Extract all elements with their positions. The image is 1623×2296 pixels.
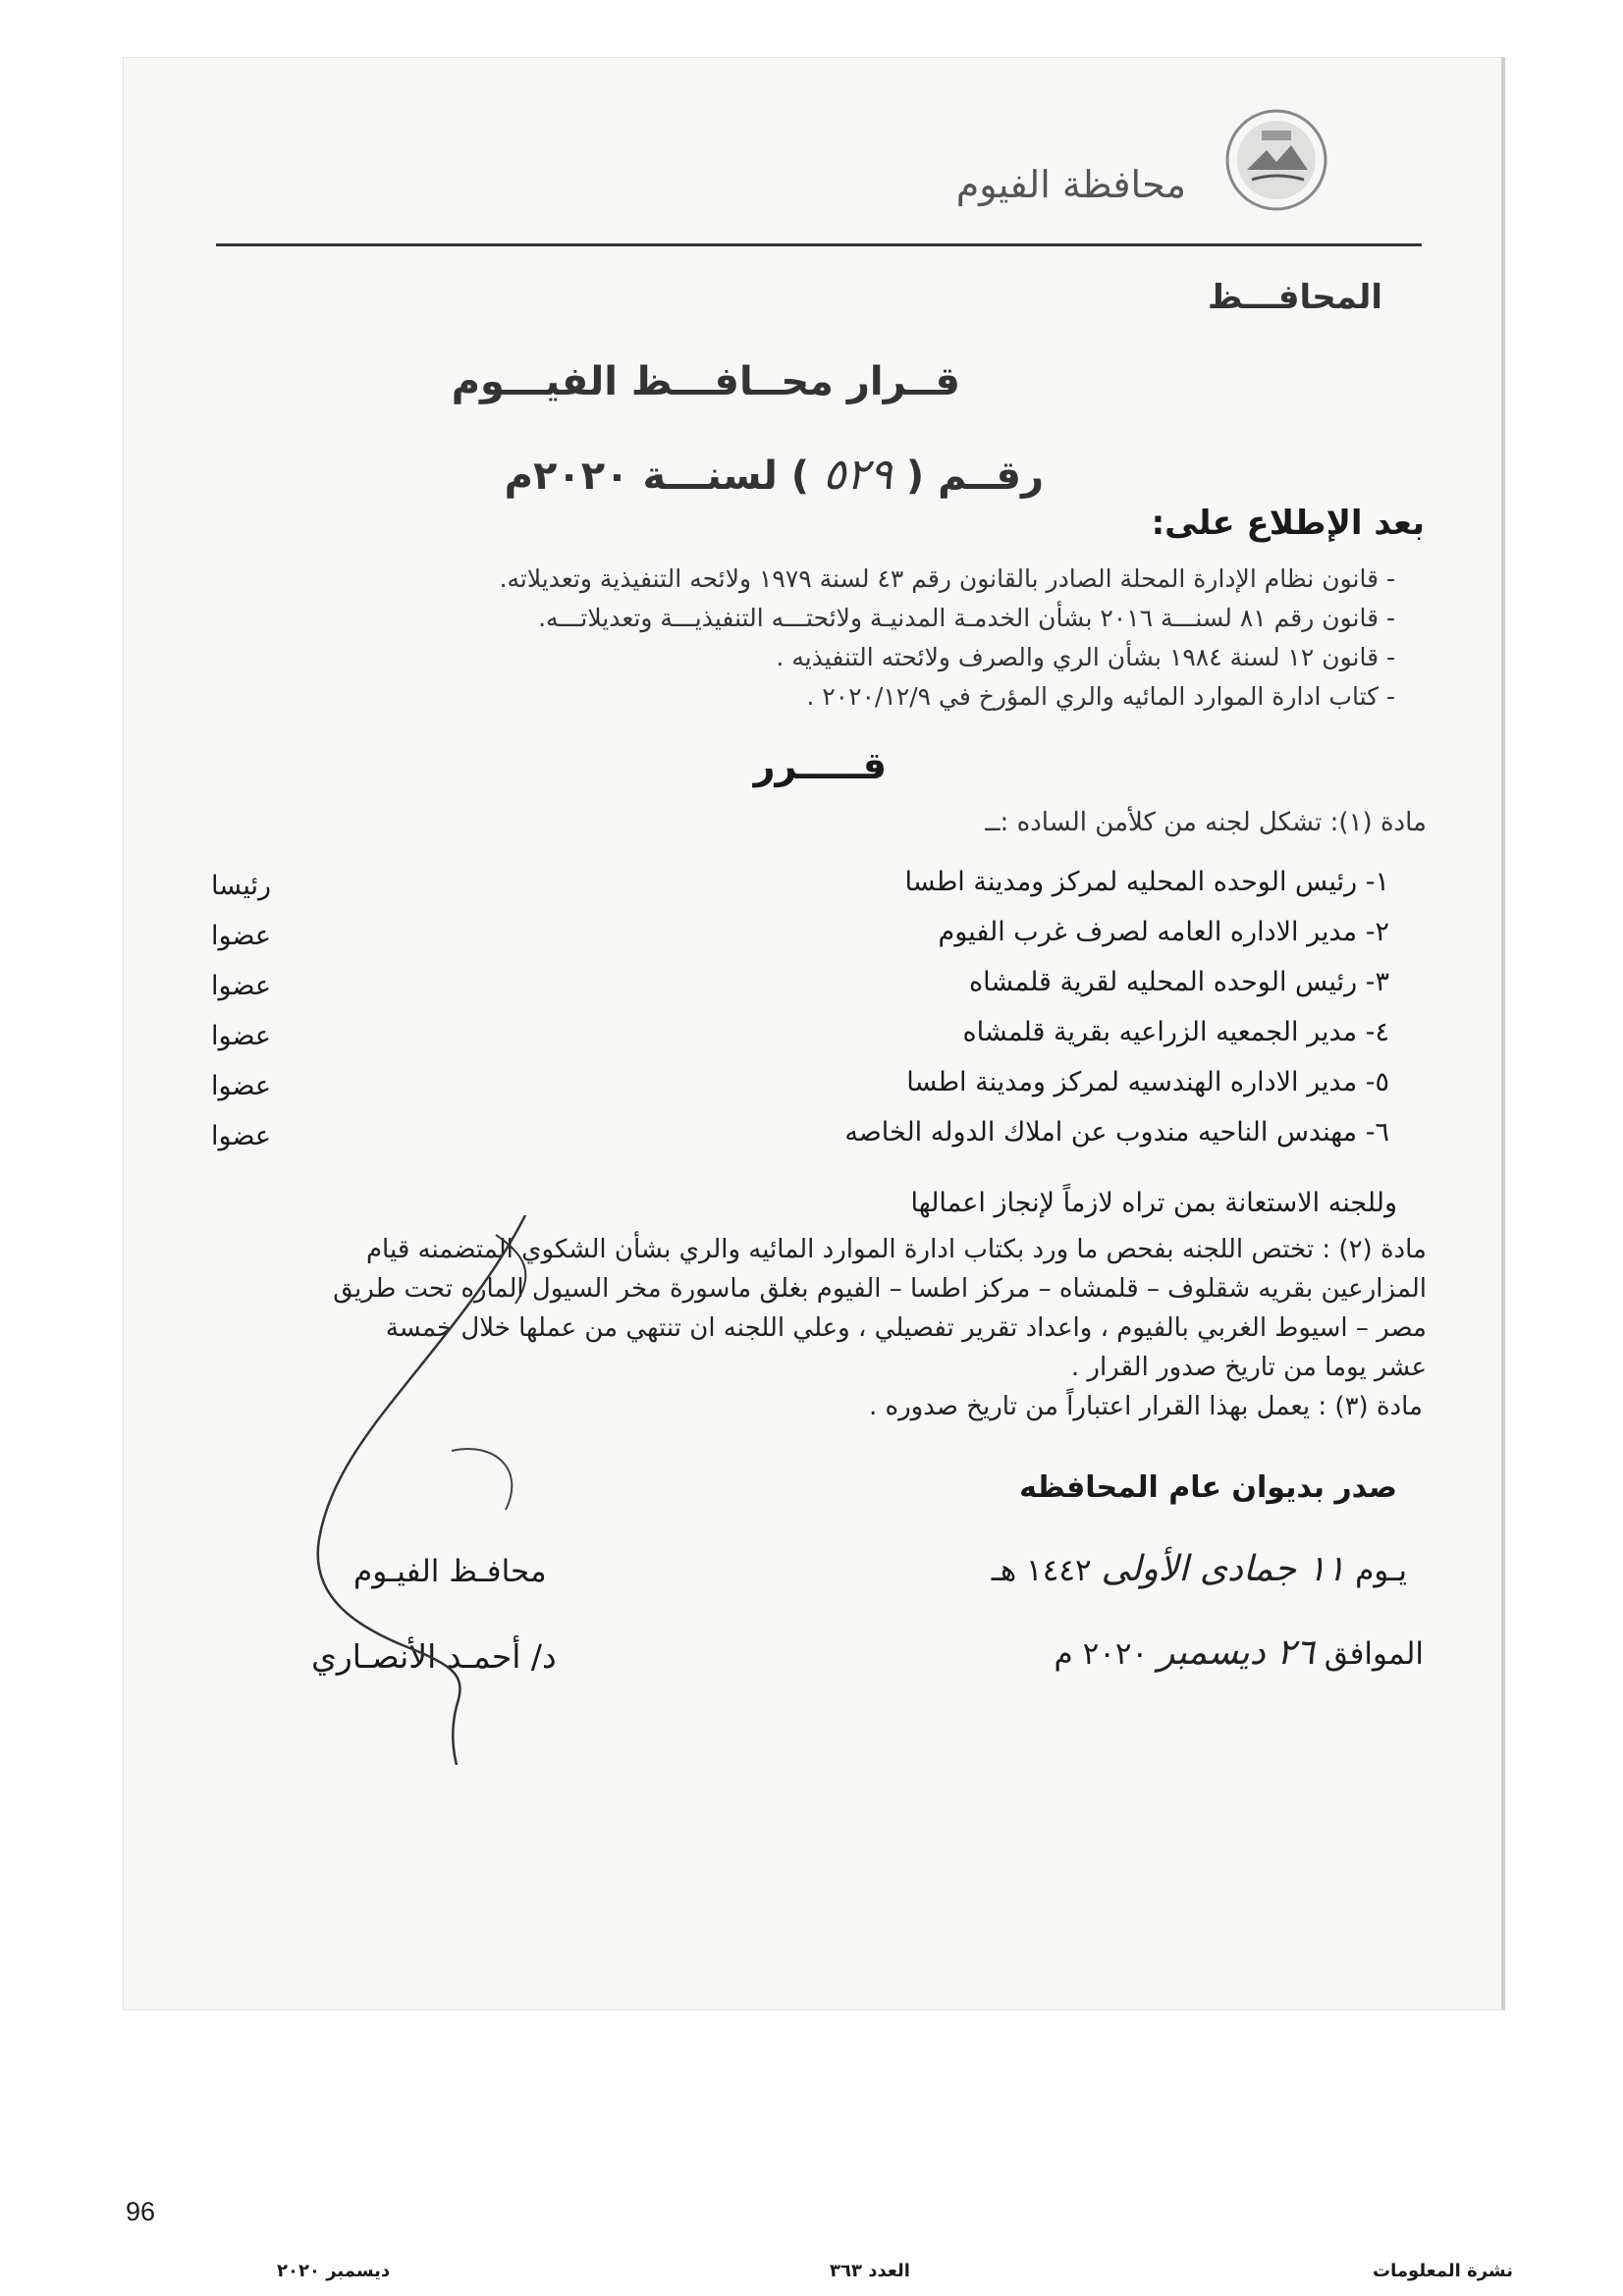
gregorian-date-year: ٢٠٢٠ م <box>1054 1636 1149 1672</box>
member-row <box>211 1067 1389 1117</box>
member-row <box>211 917 1389 967</box>
member-name: ٦- مهندس الناحيه مندوب عن املاك الدوله الخاصه <box>844 1117 1389 1148</box>
member-role: عضوا <box>211 1071 271 1101</box>
gregorian-date-handwritten: ٢٦ ديسمبر <box>1158 1632 1315 1673</box>
laws-list <box>413 560 1395 717</box>
governorate-name: محافظة الفيوم <box>955 163 1186 206</box>
governorate-emblem-icon <box>1217 101 1335 219</box>
decision-number-prefix: رقــم ( <box>905 454 1044 499</box>
article2-line: عشر يوما من تاريخ صدور القرار . <box>1070 1353 1427 1382</box>
member-role: عضوا <box>211 971 271 1001</box>
member-name: ٢- مدير الاداره العامه لصرف غرب الفيوم <box>938 917 1389 947</box>
hijri-date-prefix: يـوم <box>1355 1553 1407 1588</box>
footer-publication: نشرة المعلومات <box>1373 2261 1513 2281</box>
scan-edge <box>1501 57 1505 2010</box>
law-item: - قانون رقم ٨١ لسنـــة ٢٠١٦ بشأن الخدمـة المدنيـة ولائحتـــه التنفيذيـــة وتعديلاتـــه. <box>538 604 1395 632</box>
article2-line: مادة (٢) : تختص اللجنه بفحص ما ورد بكتاب ادارة الموارد المائيه والري بشأن الشكوي المتضمنه قيام <box>365 1235 1427 1264</box>
member-row <box>211 967 1389 1017</box>
article2-line: مصر – اسيوط الغربي بالفيوم ، واعداد تقرير تفصيلي ، وعلي اللجنه ان تنتهي من عملها خلال خمسة <box>385 1313 1427 1343</box>
decision-number-handwritten: ٥٢٩ <box>823 450 893 500</box>
signatory-name: د/ أحمـد الأنصـاري <box>311 1637 557 1676</box>
member-role: عضوا <box>211 1121 271 1151</box>
page-number: 96 <box>126 2197 156 2226</box>
member-role: رئيسا <box>211 871 272 901</box>
signatory-title: محافـظ الفيـوم <box>353 1554 547 1589</box>
scanned-document <box>123 57 1505 2010</box>
article3: مادة (٣) : يعمل بهذا القرار اعتباراً من تاريخ صدوره . <box>868 1392 1423 1421</box>
issued-at: صدر بديوان عام المحافظه <box>1019 1470 1397 1505</box>
article1-intro: مادة (١): تشكل لجنه من كلأمن الساده :ــ <box>985 808 1427 837</box>
member-role: عضوا <box>211 1021 271 1051</box>
member-name: ١- رئيس الوحده المحليه لمركز ومدينة اطسا <box>904 867 1389 897</box>
decision-title: قــرار محــافـــظ الفيـــوم <box>451 359 960 404</box>
member-row <box>211 1117 1389 1167</box>
header-divider <box>216 243 1422 246</box>
law-item: - كتاب ادارة الموارد المائيه والري المؤرخ في ٢٠٢٠/١٢/٩ . <box>806 682 1395 711</box>
law-item: - قانون ١٢ لسنة ١٩٨٤ بشأن الري والصرف ولائحته التنفيذيه . <box>776 643 1395 671</box>
member-role: عضوا <box>211 921 271 951</box>
article1-closing: وللجنه الاستعانة بمن تراه لازماً لإنجاز اعمالها <box>910 1188 1397 1218</box>
gregorian-date <box>1055 1632 1425 1673</box>
article2 <box>170 1230 1427 1426</box>
member-row <box>211 867 1389 917</box>
decides-heading: قـــــرر <box>753 744 887 787</box>
hijri-date <box>992 1549 1407 1589</box>
hijri-date-handwritten: ١١ جمادى الأولى <box>1101 1549 1346 1589</box>
member-name: ٤- مدير الجمعيه الزراعيه بقرية قلمشاه <box>962 1017 1389 1047</box>
article2-line: المزارعين بقريه شقلوف – قلمشاه – مركز اطسا – الفيوم بغلق ماسورة مخر السيول الماره تحت طريق <box>333 1274 1427 1304</box>
law-item: - قانون نظام الإدارة المحلة الصادر بالقانون رقم ٤٣ لسنة ١٩٧٩ ولائحه التنفيذية وتعديلاته. <box>499 564 1395 593</box>
committee-members <box>211 867 1389 1167</box>
decision-number-suffix: ) لسنـــة ٢٠٢٠م <box>504 454 810 499</box>
member-name: ٥- مدير الاداره الهندسيه لمركز ومدينة اطسا <box>906 1067 1389 1097</box>
hijri-date-year: ١٤٤٢ هـ <box>991 1553 1092 1588</box>
gregorian-date-prefix: الموافق <box>1324 1636 1424 1672</box>
preamble-heading: بعد الإطلاع على: <box>1151 504 1425 543</box>
member-name: ٣- رئيس الوحده المحليه لقرية قلمشاه <box>969 967 1389 997</box>
decision-number <box>505 450 1044 500</box>
office-label: المحافـــظ <box>1207 278 1382 317</box>
footer-issue: العدد ٣٦٣ <box>830 2261 910 2281</box>
footer-date: ديسمبر ٢٠٢٠ <box>277 2261 391 2281</box>
member-row <box>211 1017 1389 1067</box>
